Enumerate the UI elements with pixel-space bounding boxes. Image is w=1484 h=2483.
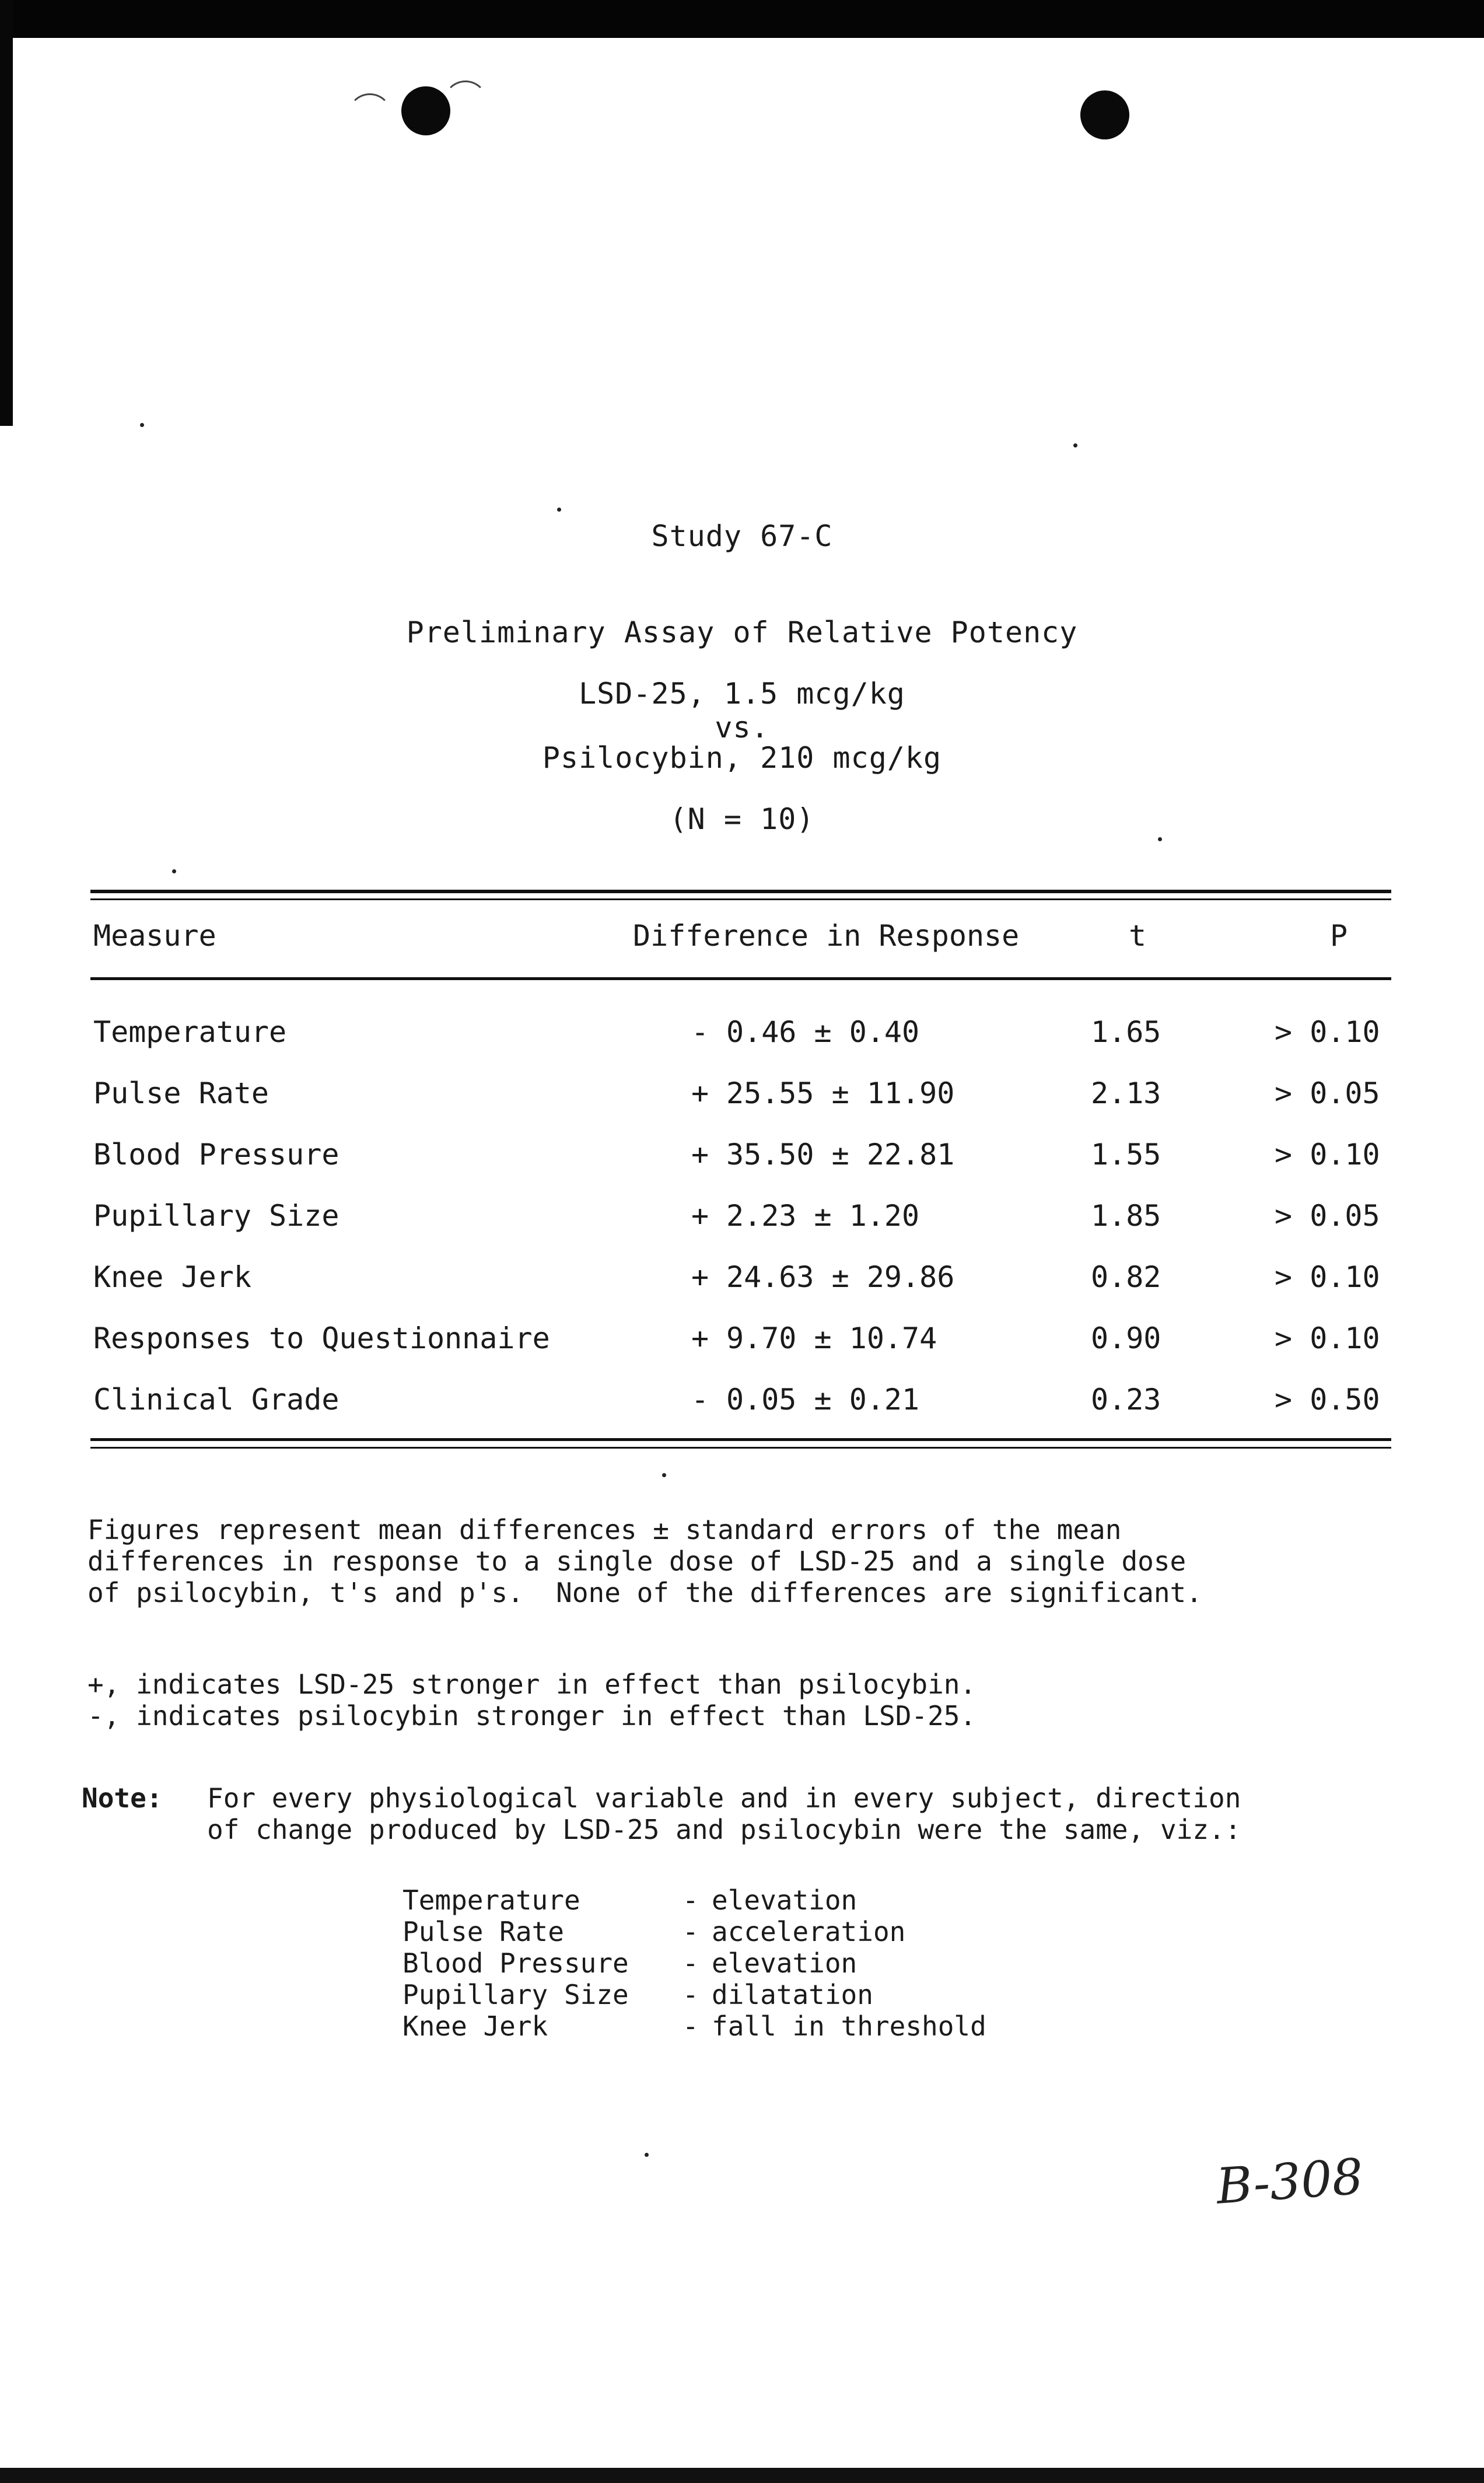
table-bottom-rule-thin xyxy=(90,1447,1391,1449)
scan-border-top xyxy=(0,0,1484,38)
scan-speck xyxy=(662,1473,666,1477)
header-difference: Difference in Response xyxy=(633,919,1020,953)
cell-sign: - xyxy=(691,1015,709,1049)
effect-description: elevation xyxy=(712,1884,858,1916)
cell-difference: 24.63 ± 29.86 xyxy=(726,1260,955,1294)
cell-difference: 2.23 ± 1.20 xyxy=(726,1199,920,1233)
note-text xyxy=(207,1782,1241,1845)
drug-line-psilocybin: Psilocybin, 210 mcg/kg xyxy=(542,741,942,775)
effect-dash: - xyxy=(682,1979,699,2010)
cell-sign: - xyxy=(691,1383,709,1417)
cell-p: > 0.10 xyxy=(1275,1321,1380,1355)
cell-p: > 0.05 xyxy=(1275,1076,1380,1110)
effect-variable: Temperature xyxy=(402,1884,580,1916)
effect-dash: - xyxy=(682,1884,699,1916)
header-rule xyxy=(90,977,1391,980)
versus-label: vs. xyxy=(715,711,769,744)
header-p: P xyxy=(1330,919,1348,953)
cell-t: 0.82 xyxy=(1091,1260,1161,1294)
effect-variable: Pulse Rate xyxy=(402,1916,564,1947)
figures-note-line-3: of psilocybin, t's and p's. None of the differences are significant. xyxy=(88,1577,1202,1608)
drug-line-lsd: LSD-25, 1.5 mcg/kg xyxy=(579,677,905,711)
cell-measure: Pulse Rate xyxy=(93,1076,270,1110)
cell-sign: + xyxy=(691,1321,709,1355)
cell-p: > 0.10 xyxy=(1275,1138,1380,1171)
effects-list xyxy=(402,1884,986,2042)
scan-speck xyxy=(140,423,144,427)
figures-note-line-2: differences in response to a single dose of LSD-25 and a single dose xyxy=(88,1545,1186,1577)
figures-note-line-1: Figures represent mean differences ± standard errors of the mean xyxy=(88,1514,1122,1545)
cell-sign: + xyxy=(691,1076,709,1110)
effect-variable: Knee Jerk xyxy=(402,2010,548,2042)
scan-speck xyxy=(645,2153,649,2157)
cell-measure: Blood Pressure xyxy=(93,1138,340,1171)
cell-measure: Knee Jerk xyxy=(93,1260,251,1294)
scan-speck xyxy=(557,508,561,512)
effect-description: elevation xyxy=(712,1947,858,1979)
cell-p: > 0.10 xyxy=(1275,1015,1380,1049)
punch-hole-arc xyxy=(443,81,488,125)
document-title: Preliminary Assay of Relative Potency xyxy=(406,615,1078,649)
scan-border-left xyxy=(0,0,13,426)
cell-difference: 9.70 ± 10.74 xyxy=(726,1321,937,1355)
handwritten-annotation: B-308 xyxy=(1214,2148,1366,2215)
scan-border-bottom xyxy=(0,2468,1484,2483)
punch-hole-arc xyxy=(348,93,392,138)
effect-row xyxy=(402,1916,986,1947)
note-line-2: of change produced by LSD-25 and psilocybin were the same, viz.: xyxy=(207,1814,1241,1845)
cell-p: > 0.05 xyxy=(1275,1199,1380,1233)
effect-row xyxy=(402,1947,986,1979)
legend-minus: -, indicates psilocybin stronger in effect than LSD-25. xyxy=(88,1700,977,1732)
cell-difference: 25.55 ± 11.90 xyxy=(726,1076,955,1110)
cell-t: 2.13 xyxy=(1091,1076,1161,1110)
punch-hole-right xyxy=(1080,90,1129,139)
scan-speck xyxy=(172,869,176,873)
cell-t: 0.23 xyxy=(1091,1383,1161,1417)
effect-dash: - xyxy=(682,1916,699,1947)
cell-difference: 0.05 ± 0.21 xyxy=(726,1383,920,1417)
cell-p: > 0.50 xyxy=(1275,1383,1380,1417)
legend-plus: +, indicates LSD-25 stronger in effect than psilocybin. xyxy=(88,1669,977,1700)
cell-sign: + xyxy=(691,1199,709,1233)
effect-description: dilatation xyxy=(712,1979,873,2010)
table-top-rule xyxy=(90,890,1391,893)
effect-variable: Pupillary Size xyxy=(402,1979,629,2010)
cell-t: 1.85 xyxy=(1091,1199,1161,1233)
scan-speck xyxy=(1158,837,1162,841)
effect-row xyxy=(402,1979,986,2010)
cell-sign: + xyxy=(691,1138,709,1171)
cell-t: 1.55 xyxy=(1091,1138,1161,1171)
cell-measure: Pupillary Size xyxy=(93,1199,340,1233)
scan-speck xyxy=(1073,443,1077,447)
header-t: t xyxy=(1129,919,1147,953)
table-bottom-rule xyxy=(90,1438,1391,1441)
cell-t: 0.90 xyxy=(1091,1321,1161,1355)
cell-sign: + xyxy=(691,1260,709,1294)
table-top-rule-thin xyxy=(90,898,1391,900)
note-line-1: For every physiological variable and in every subject, direction xyxy=(207,1782,1241,1814)
cell-difference: 0.46 ± 0.40 xyxy=(726,1015,920,1049)
effect-dash: - xyxy=(682,2010,699,2042)
effect-dash: - xyxy=(682,1947,699,1979)
cell-measure: Clinical Grade xyxy=(93,1383,340,1417)
cell-t: 1.65 xyxy=(1091,1015,1161,1049)
punch-hole-left xyxy=(401,86,450,135)
sample-size: (N = 10) xyxy=(669,802,815,836)
effect-description: fall in threshold xyxy=(712,2010,986,2042)
effect-row xyxy=(402,1884,986,1916)
effect-description: acceleration xyxy=(712,1916,906,1947)
note-label: Note: xyxy=(82,1782,163,1814)
cell-difference: 35.50 ± 22.81 xyxy=(726,1138,955,1171)
header-measure: Measure xyxy=(93,919,216,953)
cell-p: > 0.10 xyxy=(1275,1260,1380,1294)
study-id: Study 67-C xyxy=(651,519,833,553)
effect-variable: Blood Pressure xyxy=(402,1947,629,1979)
effect-row xyxy=(402,2010,986,2042)
cell-measure: Responses to Questionnaire xyxy=(93,1321,550,1355)
cell-measure: Temperature xyxy=(93,1015,287,1049)
